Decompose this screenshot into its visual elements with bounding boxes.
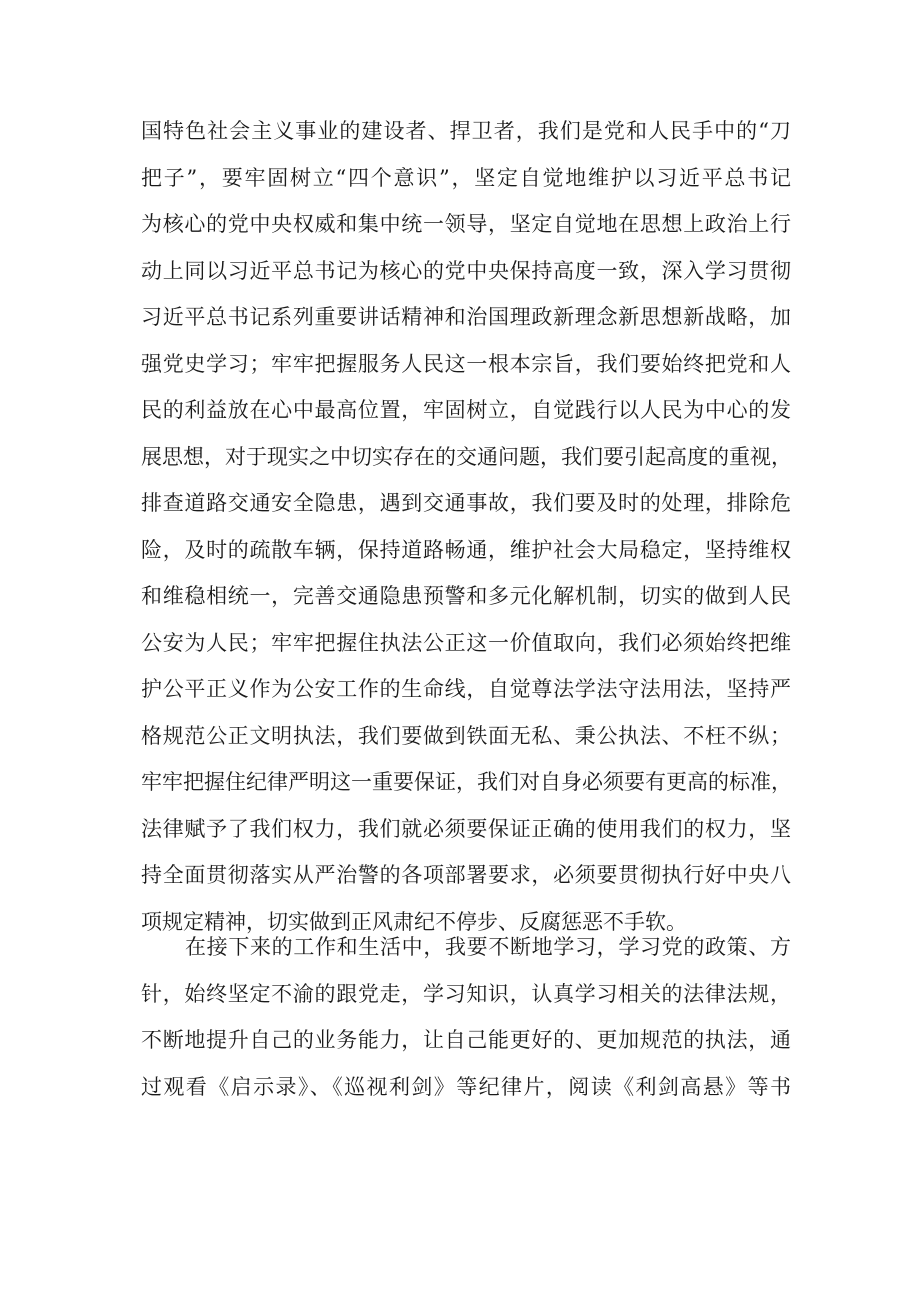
text-line: 排查道路交通安全隐患，遇到交通事故，我们要及时的处理，排除危 [141,491,791,515]
paragraph [141,108,791,945]
text-line: 公安为人民；牢牢把握住执法公正这一价值取向，我们必须始终把维 [141,630,791,655]
text-line: 项规定精神，切实做到正风肃纪不停步、反腐惩恶不手软。 [141,909,687,934]
text-line: 护公平正义作为公安工作的生命线，自觉尊法学法守法用法，坚持严 [141,677,791,701]
text-line: 不断地提升自己的业务能力，让自己能更好的、更加规范的执法，通 [141,1028,791,1052]
text-line: 展思想，对于现实之中切实存在的交通问题，我们要引起高度的重视， [141,444,792,469]
text-line: 国特色社会主义事业的建设者、捍卫者，我们是党和人民手中的“刀 [141,119,791,143]
text-line: 针，始终坚定不渝的跟党走，学习知识，认真学习相关的法律法规， [141,981,791,1006]
paragraph [141,924,791,1110]
text-line: 过观看《启示录》、《巡视利剑》等纪律片，阅读《利剑高悬》等书 [141,1074,791,1099]
text-line: 格规范公正文明执法，我们要做到铁面无私、秉公执法、不枉不纵； [141,723,791,748]
text-line: 牢牢把握住纪律严明这一重要保证，我们对自身必须要有更高的标准， [141,770,792,794]
text-line: 强党史学习；牢牢把握服务人民这一根本宗旨，我们要始终把党和人 [141,351,791,376]
text-line: 为核心的党中央权威和集中统一领导，坚定自觉地在思想上政治上行 [141,212,791,236]
text-line: 动上同以习近平总书记为核心的党中央保持高度一致，深入学习贯彻 [141,258,791,283]
text-line: 险，及时的疏散车辆，保持道路畅通，维护社会大局稳定，坚持维权 [141,537,791,562]
text-line: 在接下来的工作和生活中，我要不断地学习，学习党的政策、方 [185,935,791,959]
text-line: 把子”，要牢固树立“四个意识”，坚定自觉地维护以习近平总书记 [141,165,791,190]
text-line: 民的利益放在心中最高位置，牢固树立，自觉践行以人民为中心的发 [141,398,791,422]
text-line: 持全面贯彻落实从严治警的各项部署要求，必须要贯彻执行好中央八 [141,863,791,887]
text-line: 习近平总书记系列重要讲话精神和治国理政新理念新思想新战略，加 [141,305,791,329]
text-line: 法律赋予了我们权力，我们就必须要保证正确的使用我们的权力，坚 [141,816,791,841]
text-line: 和维稳相统一，完善交通隐患预警和多元化解机制，切实的做到人民 [141,584,791,608]
